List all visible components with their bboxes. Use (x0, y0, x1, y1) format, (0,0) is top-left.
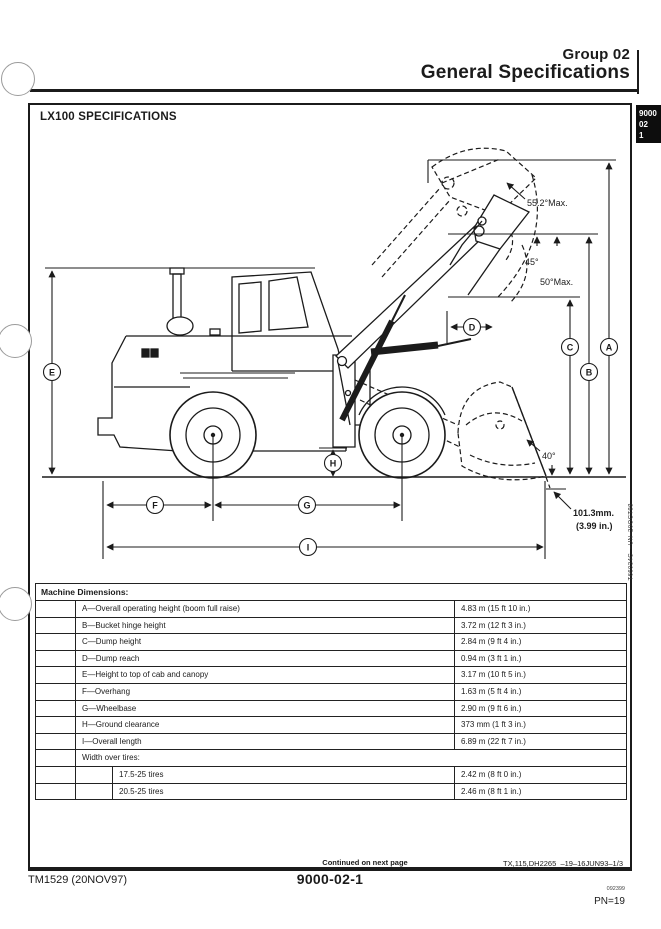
dimension-label: Width over tires: (82, 753, 140, 763)
tab-line: 9000 (639, 109, 657, 118)
offset-note (554, 492, 614, 531)
dimension-value: 0.94 m (3 ft 1 in.) (454, 651, 626, 667)
machine-drawing (98, 195, 546, 478)
table-row (36, 749, 626, 766)
indent-cell (36, 784, 76, 800)
indent-cell (76, 767, 113, 783)
dim-letter-i: I (306, 542, 310, 553)
header-vertical-rule (637, 50, 639, 94)
table-row (36, 733, 626, 750)
loader-dimension-diagram (30, 125, 630, 580)
section-title: LX100 SPECIFICATIONS (40, 111, 177, 123)
tab-line: 1 (639, 131, 644, 140)
dimension-value: 6.89 m (22 ft 7 in.) (454, 734, 626, 750)
dim-letter-h: H (329, 458, 337, 469)
indent-cell (36, 634, 76, 650)
dimension-value: 3.72 m (12 ft 3 in.) (454, 618, 626, 634)
dim-letter-b: B (585, 367, 593, 378)
dimension-value: 1.63 m (5 ft 4 in.) (454, 684, 626, 700)
angle-dig-label: 40° (542, 451, 556, 461)
dimension-label: C—Dump height (82, 637, 142, 647)
machine-dimensions-table (35, 583, 627, 800)
table-rows (36, 600, 626, 799)
dimension-value: 2.90 m (9 ft 6 in.) (454, 701, 626, 717)
indent-cell (36, 618, 76, 634)
angle-dump-label: 50°Max. (540, 277, 574, 287)
indent-cell (36, 750, 76, 766)
print-code: 092399 (606, 886, 625, 892)
dim-letter-d: D (468, 322, 476, 333)
dim-letter-a: A (605, 342, 613, 353)
indent-cell (36, 651, 76, 667)
indent-cell (36, 717, 76, 733)
dimension-label: 17.5-25 tires (119, 769, 164, 779)
table-title: Machine Dimensions: (41, 587, 129, 597)
table-row (36, 683, 626, 700)
dimension-label: F—Overhang (82, 686, 131, 696)
dim-letter-f: F (152, 500, 158, 511)
dimension-label: A—Overall operating height (boom full raise) (82, 604, 240, 613)
dim-letter-e: E (48, 367, 56, 378)
offset-note-inch: (3.99 in.) (576, 521, 613, 531)
table-row (36, 766, 626, 783)
dimension-label: G—Wheelbase (82, 703, 137, 713)
table-row (36, 716, 626, 733)
table-row (36, 666, 626, 683)
table-row (36, 600, 626, 617)
dimension-label: 20.5-25 tires (119, 786, 164, 796)
header-group-label: Group 02 (562, 46, 630, 63)
header-title: General Specifications (420, 62, 630, 83)
page-index-tab (636, 105, 661, 143)
continued-note: Continued on next page (322, 858, 408, 867)
punch-hole (1, 62, 35, 96)
indent-cell (36, 684, 76, 700)
dimension-value: 373 mm (1 ft 3 in.) (454, 717, 626, 733)
indent-cell (36, 734, 76, 750)
dimension-value: 4.83 m (15 ft 10 in.) (454, 601, 626, 617)
indent-cell (36, 767, 76, 783)
figure-code: T66034C –UN–20OCT88 (628, 503, 635, 581)
dimension-value: 2.46 m (8 ft 1 in.) (454, 784, 626, 800)
dimension-label: H—Ground clearance (82, 720, 160, 730)
angle-rollback-label: 55.2°Max. (527, 198, 568, 208)
dimension-value: 2.42 m (8 ft 0 in.) (454, 767, 626, 783)
dimension-value: 2.84 m (9 ft 4 in.) (454, 634, 626, 650)
pn-number: PN=19 (594, 896, 625, 907)
table-row (36, 633, 626, 650)
table-row (36, 617, 626, 634)
manual-number: TM1529 (20NOV97) (28, 874, 128, 886)
dim-letter-c: C (566, 342, 574, 353)
dimension-label: B—Bucket hinge height (82, 620, 166, 630)
angle-carry-label: 45° (525, 257, 539, 267)
offset-note-mm: 101.3mm. (573, 508, 615, 518)
indent-cell (36, 601, 76, 617)
table-row (36, 783, 626, 800)
dim-letter-g: G (303, 500, 311, 511)
table-row (36, 650, 626, 667)
dimension-label: E—Height to top of cab and canopy (82, 670, 209, 680)
tab-line: 02 (639, 120, 648, 129)
dimension-value: 3.17 m (10 ft 5 in.) (454, 667, 626, 683)
footer-reference-code: TX,115,DH2265 –19–16JUN93–1/3 (503, 859, 623, 868)
indent-cell (36, 667, 76, 683)
dimension-label: I—Overall length (82, 736, 142, 746)
indent-cell (76, 784, 113, 800)
dimension-label: D—Dump reach (82, 653, 140, 663)
indent-cell (36, 701, 76, 717)
header-rule (30, 89, 639, 92)
page-number: 9000-02-1 (296, 871, 364, 887)
table-row (36, 700, 626, 717)
